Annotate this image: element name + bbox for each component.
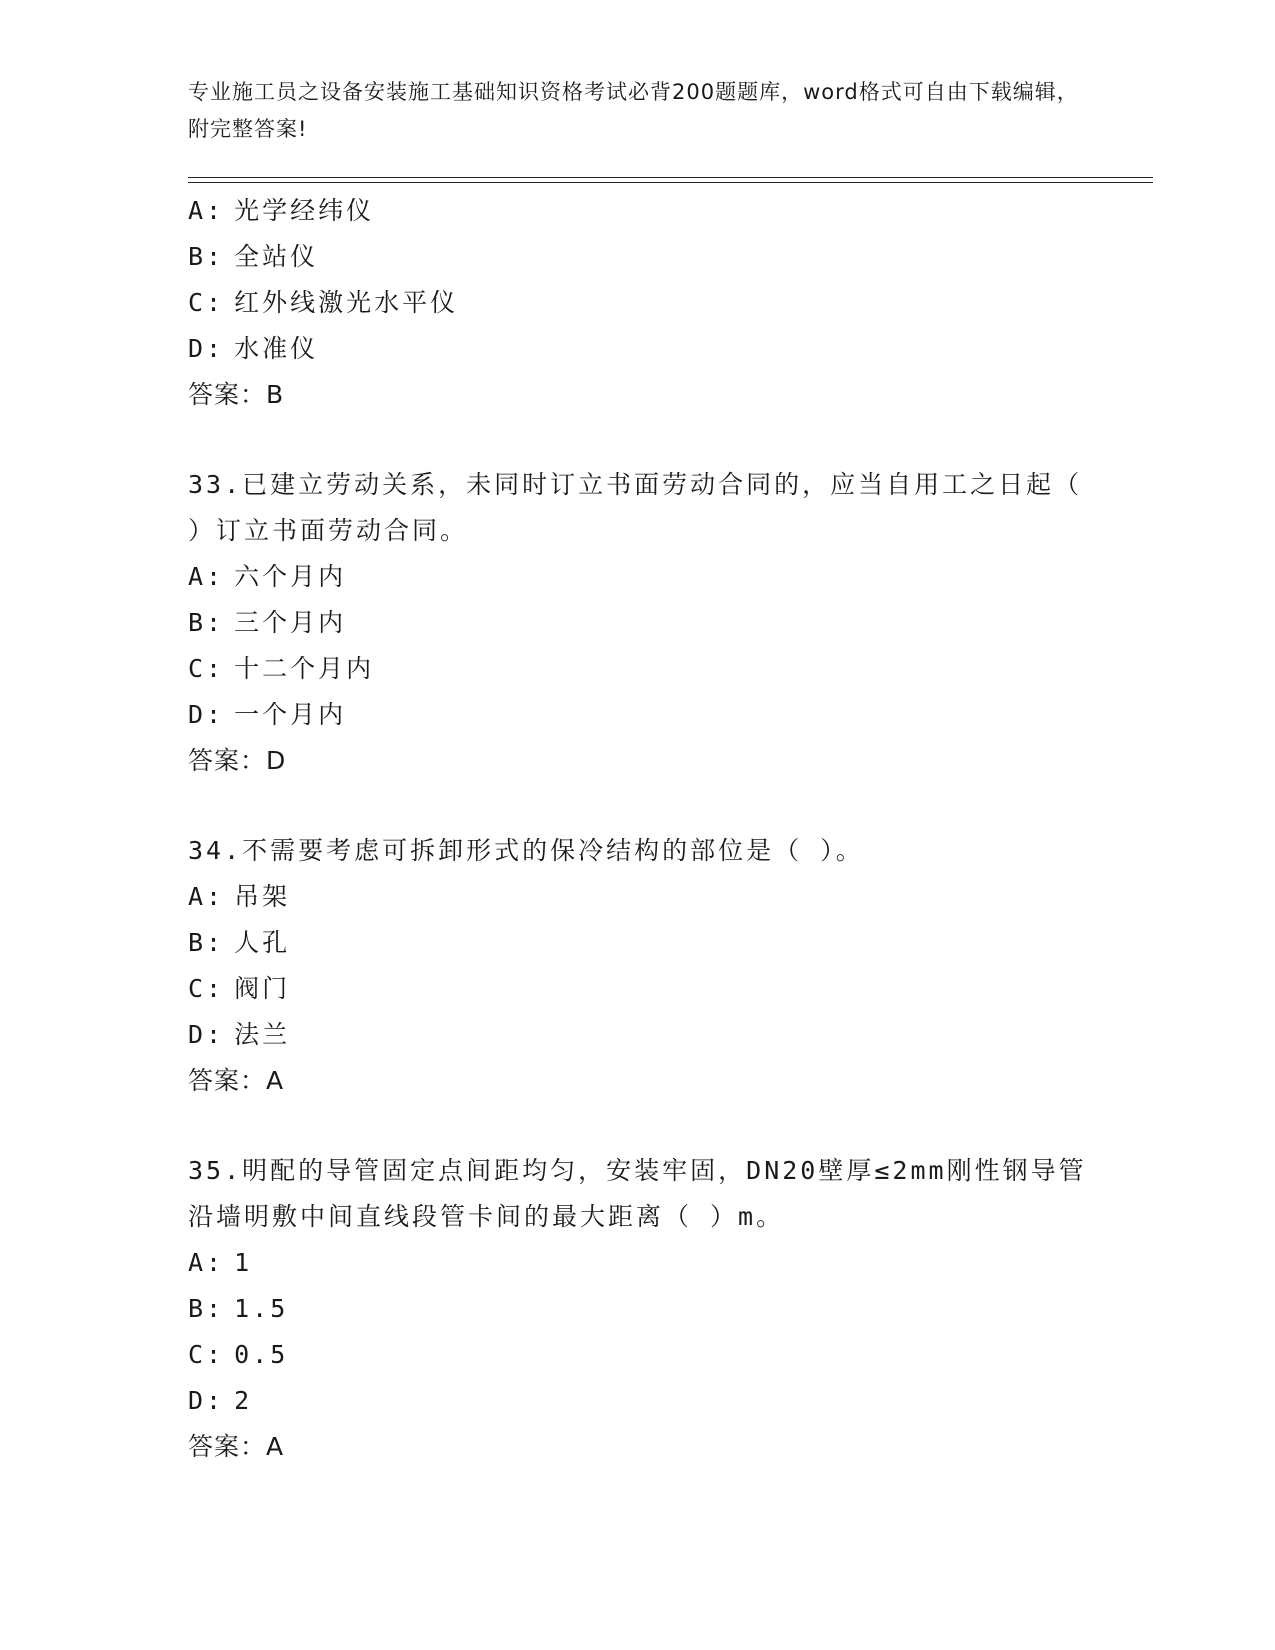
option-label: C:: [188, 288, 225, 317]
option-label: C:: [188, 974, 225, 1003]
question-stem: 34.不需要考虑可拆卸形式的保冷结构的部位是（ ）。: [188, 836, 864, 865]
answer-line: 答案：D: [188, 746, 287, 775]
option-label: C:: [188, 1340, 225, 1369]
option-text: 红外线激光水平仪: [234, 288, 459, 317]
question-stem: 35.明配的导管固定点间距均匀，安装牢固，DN20壁厚≤2mm刚性钢导管沿墙明敷中间直线段管卡间的最大距离（ ）m。: [188, 1156, 1087, 1231]
question-stem: 33.已建立劳动关系，未同时订立书面劳动合同的，应当自用工之日起（ ）订立书面劳动合同。: [188, 470, 1083, 545]
option-label: D:: [188, 1020, 225, 1049]
question-block-32: [188, 188, 1088, 418]
option-text: 三个月内: [234, 608, 347, 637]
option-text: 六个月内: [234, 562, 347, 591]
option-label: A:: [188, 882, 225, 911]
option-text: 法兰: [234, 1020, 291, 1049]
option-b: [188, 1286, 1088, 1332]
option-text: 1: [234, 1248, 253, 1277]
option-label: B:: [188, 1294, 225, 1323]
option-text: 阀门: [234, 974, 291, 1003]
option-text: 光学经纬仪: [234, 196, 375, 225]
option-b: [188, 234, 1088, 280]
question-list: [188, 188, 1088, 1470]
option-text: 全站仪: [234, 242, 319, 271]
answer-line: 答案：A: [188, 1066, 285, 1095]
option-text: 0.5: [234, 1340, 289, 1369]
option-c: [188, 646, 1088, 692]
answer-line: 答案：B: [188, 380, 285, 409]
option-c: [188, 966, 1088, 1012]
header-divider-bottom: [188, 182, 1153, 183]
option-label: D:: [188, 1386, 225, 1415]
option-text: 人孔: [234, 928, 291, 957]
option-a: [188, 874, 1088, 920]
option-text: 吊架: [234, 882, 291, 911]
option-text: 十二个月内: [234, 654, 375, 683]
option-b: [188, 920, 1088, 966]
option-d: [188, 692, 1088, 738]
option-a: [188, 554, 1088, 600]
question-block-34: [188, 828, 1088, 1104]
option-text: 水准仪: [234, 334, 319, 363]
option-text: 一个月内: [234, 700, 347, 729]
option-label: A:: [188, 562, 225, 591]
option-b: [188, 600, 1088, 646]
document-header: 专业施工员之设备安装施工基础知识资格考试必背200题题库，word格式可自由下载编辑，附完整答案!: [188, 80, 1079, 141]
question-block-33: [188, 462, 1088, 784]
option-label: D:: [188, 700, 225, 729]
option-label: D:: [188, 334, 225, 363]
question-block-35: [188, 1148, 1088, 1470]
option-d: [188, 1378, 1088, 1424]
option-label: C:: [188, 654, 225, 683]
option-label: B:: [188, 928, 225, 957]
option-label: A:: [188, 196, 225, 225]
option-c: [188, 280, 1088, 326]
option-label: B:: [188, 608, 225, 637]
option-label: A:: [188, 1248, 225, 1277]
option-a: [188, 188, 1088, 234]
option-c: [188, 1332, 1088, 1378]
option-d: [188, 326, 1088, 372]
answer-line: 答案：A: [188, 1432, 285, 1461]
option-text: 2: [234, 1386, 253, 1415]
option-a: [188, 1240, 1088, 1286]
option-label: B:: [188, 242, 225, 271]
option-d: [188, 1012, 1088, 1058]
option-text: 1.5: [234, 1294, 289, 1323]
header-divider-top: [188, 177, 1153, 178]
